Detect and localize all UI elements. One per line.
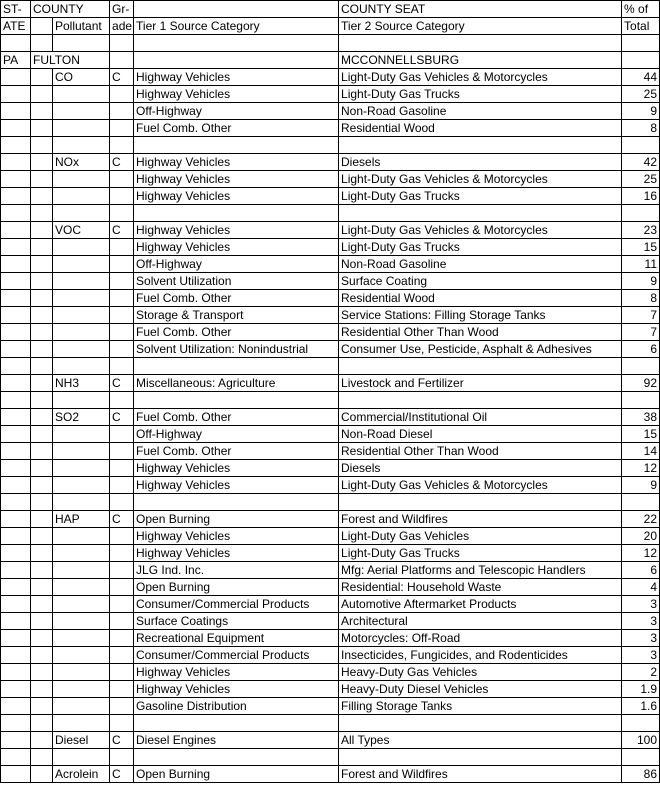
tier2-cell: All Types: [339, 732, 622, 749]
percent-cell: 9: [622, 273, 660, 290]
blank-row: [1, 358, 660, 375]
table-row: [1, 222, 660, 239]
percent-cell: 15: [622, 426, 660, 443]
tier1-cell: Solvent Utilization: [134, 273, 339, 290]
table-row: [1, 630, 660, 647]
tier2-cell: Light-Duty Gas Vehicles & Motorcycles: [339, 69, 622, 86]
table-row: [1, 613, 660, 630]
tier2-cell: Residential: Household Waste: [339, 579, 622, 596]
blank-row: [1, 494, 660, 511]
tier2-cell: Light-Duty Gas Trucks: [339, 239, 622, 256]
blank-row: [1, 715, 660, 732]
tier2-cell: Filling Storage Tanks: [339, 698, 622, 715]
tier1-cell: Highway Vehicles: [134, 154, 339, 171]
pollutant-cell: SO2: [53, 409, 110, 426]
percent-cell: 12: [622, 545, 660, 562]
grade-cell: C: [110, 154, 134, 171]
blank-row: [1, 205, 660, 222]
pollutant-cell: Acrolein: [53, 766, 110, 783]
percent-cell: 4: [622, 579, 660, 596]
table-row: [1, 324, 660, 341]
table-row: [1, 528, 660, 545]
tier1-cell: Fuel Comb. Other: [134, 324, 339, 341]
tier1-cell: Open Burning: [134, 511, 339, 528]
table-row: [1, 188, 660, 205]
table-row: [1, 409, 660, 426]
tier2-cell: Heavy-Duty Gas Vehicles: [339, 664, 622, 681]
table-row: [1, 171, 660, 188]
grade-cell: C: [110, 69, 134, 86]
table-row: [1, 154, 660, 171]
percent-cell: 6: [622, 341, 660, 358]
tier1-cell: Highway Vehicles: [134, 545, 339, 562]
table-row: [1, 375, 660, 392]
header-row-1: [1, 1, 660, 18]
tier2-cell: Diesels: [339, 460, 622, 477]
percent-cell: 2: [622, 664, 660, 681]
tier1-cell: Diesel Engines: [134, 732, 339, 749]
table-row: [1, 562, 660, 579]
tier2-cell: Mfg: Aerial Platforms and Telescopic Handlers: [339, 562, 622, 579]
table-row: [1, 341, 660, 358]
tier1-cell: Highway Vehicles: [134, 69, 339, 86]
tier2-cell: Light-Duty Gas Vehicles: [339, 528, 622, 545]
tier2-cell: Service Stations: Filling Storage Tanks: [339, 307, 622, 324]
percent-cell: 22: [622, 511, 660, 528]
county-seat-cell: MCCONNELLSBURG: [339, 52, 622, 69]
table-row: [1, 545, 660, 562]
tier2-cell: Light-Duty Gas Trucks: [339, 86, 622, 103]
header-blank: [134, 1, 339, 18]
header-grade-bottom: ade: [110, 18, 134, 35]
tier2-cell: Diesels: [339, 154, 622, 171]
table-row: [1, 579, 660, 596]
header-pollutant: Pollutant: [53, 18, 110, 35]
percent-cell: 16: [622, 188, 660, 205]
tier1-cell: Recreational Equipment: [134, 630, 339, 647]
percent-cell: 38: [622, 409, 660, 426]
header-tier2: Tier 2 Source Category: [339, 18, 622, 35]
tier1-cell: Highway Vehicles: [134, 477, 339, 494]
percent-cell: 3: [622, 596, 660, 613]
tier1-cell: Highway Vehicles: [134, 171, 339, 188]
percent-cell: 14: [622, 443, 660, 460]
percent-cell: 9: [622, 103, 660, 120]
percent-cell: 6: [622, 562, 660, 579]
header-county: COUNTY: [31, 1, 110, 18]
percent-cell: 7: [622, 307, 660, 324]
header-percent-bottom: Total: [622, 18, 660, 35]
tier2-cell: Light-Duty Gas Trucks: [339, 188, 622, 205]
percent-cell: 8: [622, 290, 660, 307]
table-row: [1, 273, 660, 290]
tier1-cell: Consumer/Commercial Products: [134, 596, 339, 613]
percent-cell: 3: [622, 613, 660, 630]
table-row: [1, 766, 660, 783]
pollutant-cell: NOx: [53, 154, 110, 171]
tier1-cell: Off-Highway: [134, 103, 339, 120]
tier2-cell: Livestock and Fertilizer: [339, 375, 622, 392]
pollutant-cell: VOC: [53, 222, 110, 239]
percent-cell: 1.6: [622, 698, 660, 715]
blank-row: [1, 35, 660, 52]
tier1-cell: Consumer/Commercial Products: [134, 647, 339, 664]
table-row: [1, 647, 660, 664]
tier2-cell: Light-Duty Gas Trucks: [339, 545, 622, 562]
percent-cell: 92: [622, 375, 660, 392]
percent-cell: 25: [622, 86, 660, 103]
percent-cell: 9: [622, 477, 660, 494]
tier2-cell: Non-Road Diesel: [339, 426, 622, 443]
tier1-cell: Gasoline Distribution: [134, 698, 339, 715]
grade-cell: C: [110, 222, 134, 239]
tier1-cell: Open Burning: [134, 766, 339, 783]
percent-cell: 12: [622, 460, 660, 477]
tier2-cell: Forest and Wildfires: [339, 511, 622, 528]
county-cell: FULTON: [31, 52, 110, 69]
tier1-cell: Fuel Comb. Other: [134, 290, 339, 307]
tier2-cell: Heavy-Duty Diesel Vehicles: [339, 681, 622, 698]
tier1-cell: JLG Ind. Inc.: [134, 562, 339, 579]
tier2-cell: Residential Other Than Wood: [339, 324, 622, 341]
tier2-cell: Light-Duty Gas Vehicles & Motorcycles: [339, 222, 622, 239]
table-row: [1, 681, 660, 698]
header-grade-top: Gr-: [110, 1, 134, 18]
tier2-cell: Motorcycles: Off-Road: [339, 630, 622, 647]
state-cell: PA: [1, 52, 31, 69]
header-state-top: ST-: [1, 1, 31, 18]
percent-cell: 15: [622, 239, 660, 256]
tier1-cell: Highway Vehicles: [134, 239, 339, 256]
grade-cell: C: [110, 511, 134, 528]
table-row: [1, 120, 660, 137]
header-state-bottom: ATE: [1, 18, 31, 35]
percent-cell: 23: [622, 222, 660, 239]
percent-cell: 44: [622, 69, 660, 86]
tier1-cell: Highway Vehicles: [134, 681, 339, 698]
table-row: [1, 477, 660, 494]
blank-row: [1, 137, 660, 154]
table-row: [1, 664, 660, 681]
tier2-cell: Architectural: [339, 613, 622, 630]
header-percent-top: % of: [622, 1, 660, 18]
table-row: [1, 86, 660, 103]
header-tier1: Tier 1 Source Category: [134, 18, 339, 35]
tier2-cell: Commercial/Institutional Oil: [339, 409, 622, 426]
pollutant-cell: HAP: [53, 511, 110, 528]
percent-cell: 1.9: [622, 681, 660, 698]
table-row: [1, 69, 660, 86]
blank-row: [1, 749, 660, 766]
tier1-cell: Highway Vehicles: [134, 188, 339, 205]
tier2-cell: Insecticides, Fungicides, and Rodenticides: [339, 647, 622, 664]
tier1-cell: Open Burning: [134, 579, 339, 596]
tier1-cell: Off-Highway: [134, 426, 339, 443]
tier1-cell: Fuel Comb. Other: [134, 443, 339, 460]
table-row: [1, 290, 660, 307]
tier1-cell: Highway Vehicles: [134, 664, 339, 681]
tier2-cell: Non-Road Gasoline: [339, 103, 622, 120]
tier1-cell: Surface Coatings: [134, 613, 339, 630]
tier2-cell: Light-Duty Gas Vehicles & Motorcycles: [339, 171, 622, 188]
tier1-cell: Highway Vehicles: [134, 460, 339, 477]
grade-cell: C: [110, 766, 134, 783]
tier1-cell: Fuel Comb. Other: [134, 409, 339, 426]
percent-cell: 25: [622, 171, 660, 188]
table-row: [1, 426, 660, 443]
tier1-cell: Storage & Transport: [134, 307, 339, 324]
tier2-cell: Non-Road Gasoline: [339, 256, 622, 273]
location-row: [1, 52, 660, 69]
header-county-seat: COUNTY SEAT: [339, 1, 622, 18]
tier2-cell: Residential Wood: [339, 290, 622, 307]
pollutant-cell: NH3: [53, 375, 110, 392]
table-row: [1, 596, 660, 613]
header-row-2: [1, 18, 660, 35]
tier2-cell: Surface Coating: [339, 273, 622, 290]
percent-cell: 86: [622, 766, 660, 783]
tier2-cell: Consumer Use, Pesticide, Asphalt & Adhesives: [339, 341, 622, 358]
tier1-cell: Miscellaneous: Agriculture: [134, 375, 339, 392]
header-county-blank: [31, 18, 53, 35]
tier1-cell: Highway Vehicles: [134, 528, 339, 545]
table-row: [1, 307, 660, 324]
percent-cell: 20: [622, 528, 660, 545]
table-row: [1, 443, 660, 460]
tier2-cell: Residential Wood: [339, 120, 622, 137]
percent-cell: 42: [622, 154, 660, 171]
grade-cell: C: [110, 409, 134, 426]
tier1-cell: Fuel Comb. Other: [134, 120, 339, 137]
percent-cell: 100: [622, 732, 660, 749]
tier2-cell: Automotive Aftermarket Products: [339, 596, 622, 613]
table-row: [1, 732, 660, 749]
grade-cell: C: [110, 375, 134, 392]
tier2-cell: Forest and Wildfires: [339, 766, 622, 783]
table-row: [1, 239, 660, 256]
tier1-cell: Solvent Utilization: Nonindustrial: [134, 341, 339, 358]
tier2-cell: Residential Other Than Wood: [339, 443, 622, 460]
tier1-cell: Off-Highway: [134, 256, 339, 273]
percent-cell: 7: [622, 324, 660, 341]
percent-cell: 11: [622, 256, 660, 273]
tier1-cell: Highway Vehicles: [134, 222, 339, 239]
pollutant-cell: Diesel: [53, 732, 110, 749]
grade-cell: C: [110, 732, 134, 749]
pollutant-cell: CO: [53, 69, 110, 86]
table-row: [1, 256, 660, 273]
table-row: [1, 460, 660, 477]
percent-cell: 8: [622, 120, 660, 137]
table-row: [1, 511, 660, 528]
tier1-cell: Highway Vehicles: [134, 86, 339, 103]
percent-cell: 3: [622, 647, 660, 664]
tier2-cell: Light-Duty Gas Vehicles & Motorcycles: [339, 477, 622, 494]
table-row: [1, 698, 660, 715]
percent-cell: 3: [622, 630, 660, 647]
blank-row: [1, 392, 660, 409]
table-row: [1, 103, 660, 120]
